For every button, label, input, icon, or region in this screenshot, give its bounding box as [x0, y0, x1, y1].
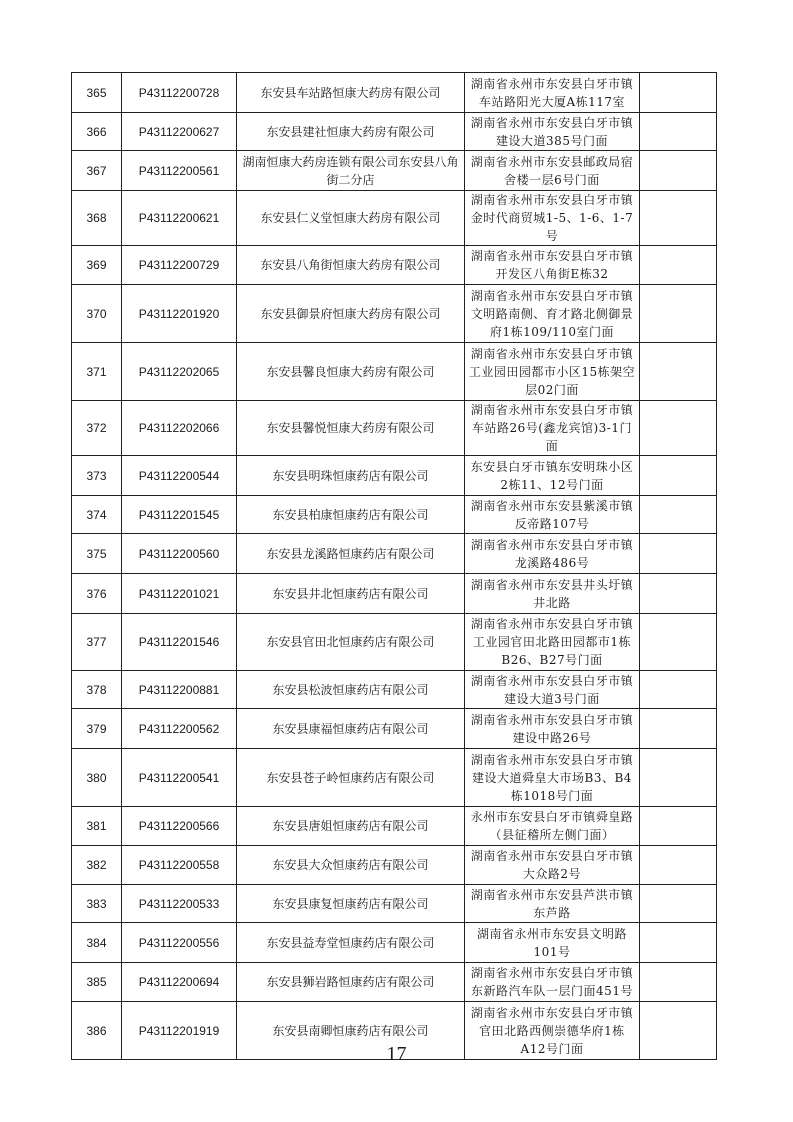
- company-address: 湖南省永州市东安县白牙市镇工业园田园都市小区15栋架空层02门面: [465, 343, 640, 401]
- note-cell: [640, 574, 717, 614]
- company-address: 湖南省永州市东安县白牙市镇开发区八角街E栋32: [465, 246, 640, 285]
- company-name: 东安县益寿堂恒康药店有限公司: [237, 923, 465, 963]
- note-cell: [640, 151, 717, 191]
- company-address: 湖南省永州市东安县紫溪市镇反帝路107号: [465, 496, 640, 534]
- table-row: [72, 534, 717, 574]
- company-address: 湖南省永州市东安县白牙市镇建设大道3号门面: [465, 671, 640, 709]
- license-code: P43112202066: [122, 401, 237, 456]
- note-cell: [640, 671, 717, 709]
- company-name: 东安县狮岩路恒康药店有限公司: [237, 963, 465, 1002]
- table-row: [72, 749, 717, 807]
- row-number: 379: [72, 709, 122, 749]
- company-name: 东安县馨悦恒康大药房有限公司: [237, 401, 465, 456]
- row-number: 367: [72, 151, 122, 191]
- license-code: P43112200556: [122, 923, 237, 963]
- license-code: P43112200694: [122, 963, 237, 1002]
- table-row: [72, 846, 717, 885]
- company-address: 湖南省永州市东安县白牙市镇金时代商贸城1-5、1-6、1-7号: [465, 191, 640, 246]
- license-code: P43112201919: [122, 1002, 237, 1060]
- row-number: 371: [72, 343, 122, 401]
- license-code: P43112200728: [122, 73, 237, 113]
- row-number: 373: [72, 456, 122, 496]
- table-row: [72, 807, 717, 846]
- row-number: 374: [72, 496, 122, 534]
- row-number: 384: [72, 923, 122, 963]
- license-code: P43112201546: [122, 614, 237, 671]
- company-address: 湖南省永州市东安县白牙市镇文明路南侧、育才路北侧御景府1栋109/110室门面: [465, 285, 640, 343]
- note-cell: [640, 343, 717, 401]
- note-cell: [640, 113, 717, 151]
- table-row: [72, 671, 717, 709]
- row-number: 381: [72, 807, 122, 846]
- license-code: P43112200533: [122, 885, 237, 923]
- note-cell: [640, 246, 717, 285]
- note-cell: [640, 285, 717, 343]
- company-name: 东安县建社恒康大药房有限公司: [237, 113, 465, 151]
- table-row: [72, 456, 717, 496]
- note-cell: [640, 73, 717, 113]
- company-name: 东安县康福恒康药店有限公司: [237, 709, 465, 749]
- company-address: 湖南省永州市东安县白牙市镇建设大道舜皇大市场B3、B4栋1018号门面: [465, 749, 640, 807]
- page-number: 17: [386, 1043, 407, 1065]
- note-cell: [640, 885, 717, 923]
- row-number: 385: [72, 963, 122, 1002]
- license-code: P43112201545: [122, 496, 237, 534]
- table-row: [72, 923, 717, 963]
- company-address: 湖南省永州市东安县芦洪市镇东芦路: [465, 885, 640, 923]
- note-cell: [640, 923, 717, 963]
- table-row: [72, 343, 717, 401]
- license-code: P43112200881: [122, 671, 237, 709]
- company-name: 东安县仁义堂恒康大药房有限公司: [237, 191, 465, 246]
- license-code: P43112201920: [122, 285, 237, 343]
- row-number: 368: [72, 191, 122, 246]
- license-code: P43112201021: [122, 574, 237, 614]
- license-code: P43112200558: [122, 846, 237, 885]
- table-row: [72, 246, 717, 285]
- row-number: 372: [72, 401, 122, 456]
- table-row: [72, 574, 717, 614]
- row-number: 376: [72, 574, 122, 614]
- pharmacy-registry-table: [71, 72, 717, 1060]
- license-code: P43112200621: [122, 191, 237, 246]
- company-address: 湖南省永州市东安县邮政局宿舍楼一层6号门面: [465, 151, 640, 191]
- license-code: P43112200566: [122, 807, 237, 846]
- row-number: 382: [72, 846, 122, 885]
- company-name: 东安县井北恒康药店有限公司: [237, 574, 465, 614]
- company-name: 东安县苍子岭恒康药店有限公司: [237, 749, 465, 807]
- company-name: 东安县馨良恒康大药房有限公司: [237, 343, 465, 401]
- company-name: 东安县明珠恒康药店有限公司: [237, 456, 465, 496]
- company-address: 湖南省永州市东安县白牙市镇官田北路西侧崇德华府1栋A12号门面: [465, 1002, 640, 1060]
- table-row: [72, 285, 717, 343]
- company-address: 东安县白牙市镇东安明珠小区2栋11、12号门面: [465, 456, 640, 496]
- row-number: 366: [72, 113, 122, 151]
- table-body: [72, 73, 717, 1060]
- company-name: 湖南恒康大药房连锁有限公司东安县八角街二分店: [237, 151, 465, 191]
- table-row: [72, 151, 717, 191]
- company-address: 湖南省永州市东安县白牙市镇大众路2号: [465, 846, 640, 885]
- company-name: 东安县八角街恒康大药房有限公司: [237, 246, 465, 285]
- note-cell: [640, 963, 717, 1002]
- company-address: 湖南省永州市东安县井头圩镇井北路: [465, 574, 640, 614]
- table-row: [72, 401, 717, 456]
- note-cell: [640, 401, 717, 456]
- license-code: P43112200560: [122, 534, 237, 574]
- company-name: 东安县大众恒康药店有限公司: [237, 846, 465, 885]
- table-row: [72, 709, 717, 749]
- row-number: 380: [72, 749, 122, 807]
- note-cell: [640, 807, 717, 846]
- license-code: P43112200627: [122, 113, 237, 151]
- company-name: 东安县车站路恒康大药房有限公司: [237, 73, 465, 113]
- row-number: 377: [72, 614, 122, 671]
- company-address: 永州市东安县白牙市镇舜皇路（县征稽所左侧门面）: [465, 807, 640, 846]
- row-number: 386: [72, 1002, 122, 1060]
- row-number: 369: [72, 246, 122, 285]
- company-address: 湖南省永州市东安县白牙市镇车站路26号(鑫龙宾馆)3-1门面: [465, 401, 640, 456]
- company-name: 东安县御景府恒康大药房有限公司: [237, 285, 465, 343]
- note-cell: [640, 614, 717, 671]
- table-row: [72, 191, 717, 246]
- company-address: 湖南省永州市东安县白牙市镇建设大道385号门面: [465, 113, 640, 151]
- company-name: 东安县龙溪路恒康药店有限公司: [237, 534, 465, 574]
- company-name: 东安县官田北恒康药店有限公司: [237, 614, 465, 671]
- row-number: 378: [72, 671, 122, 709]
- company-name: 东安县唐姐恒康药店有限公司: [237, 807, 465, 846]
- table-row: [72, 963, 717, 1002]
- company-name: 东安县康复恒康药店有限公司: [237, 885, 465, 923]
- company-name: 东安县松波恒康药店有限公司: [237, 671, 465, 709]
- company-address: 湖南省永州市东安县白牙市镇建设中路26号: [465, 709, 640, 749]
- note-cell: [640, 534, 717, 574]
- note-cell: [640, 496, 717, 534]
- license-code: P43112200561: [122, 151, 237, 191]
- row-number: 365: [72, 73, 122, 113]
- license-code: P43112200729: [122, 246, 237, 285]
- note-cell: [640, 709, 717, 749]
- row-number: 370: [72, 285, 122, 343]
- table-row: [72, 113, 717, 151]
- company-address: 湖南省永州市东安县文明路101号: [465, 923, 640, 963]
- row-number: 375: [72, 534, 122, 574]
- company-address: 湖南省永州市东安县白牙市镇东新路汽车队一层门面451号: [465, 963, 640, 1002]
- table-row: [72, 885, 717, 923]
- table-row: [72, 73, 717, 113]
- note-cell: [640, 456, 717, 496]
- company-address: 湖南省永州市东安县白牙市镇车站路阳光大厦A栋117室: [465, 73, 640, 113]
- note-cell: [640, 749, 717, 807]
- license-code: P43112202065: [122, 343, 237, 401]
- license-code: P43112200544: [122, 456, 237, 496]
- company-name: 东安县南卿恒康药店有限公司: [237, 1002, 465, 1060]
- license-code: P43112200562: [122, 709, 237, 749]
- company-address: 湖南省永州市东安县白牙市镇龙溪路486号: [465, 534, 640, 574]
- license-code: P43112200541: [122, 749, 237, 807]
- table-row: [72, 496, 717, 534]
- table-row: [72, 614, 717, 671]
- note-cell: [640, 191, 717, 246]
- note-cell: [640, 846, 717, 885]
- company-name: 东安县柏康恒康药店有限公司: [237, 496, 465, 534]
- row-number: 383: [72, 885, 122, 923]
- company-address: 湖南省永州市东安县白牙市镇工业园官田北路田园都市1栋B26、B27号门面: [465, 614, 640, 671]
